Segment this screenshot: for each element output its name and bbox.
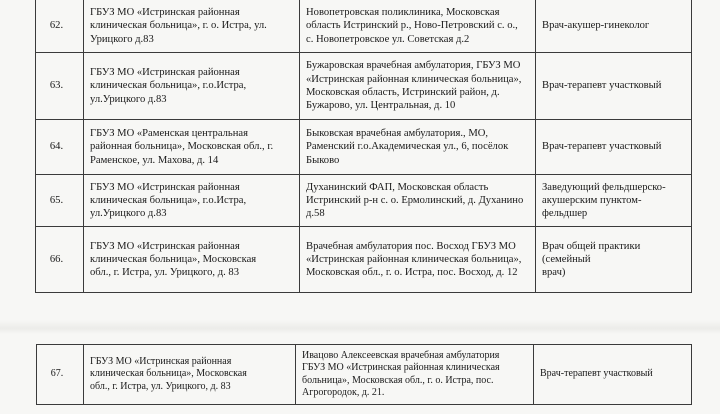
vacancy-table bbox=[35, 0, 692, 293]
facility-cell: Бужаровская врачебная амбулатория, ГБУЗ МО «Истринская районная клиническая больница», Московская область, Истринский район, д. Бужарово, ул. Центральная, д. 10 bbox=[300, 53, 536, 120]
hospital-cell: ГБУЗ МО «Истринская районная клиническая больница», г.о.Истра, ул.Урицкого д.83 bbox=[84, 53, 300, 120]
position-cell: Врач общей практики (семейный врач) bbox=[536, 227, 692, 293]
table-row bbox=[36, 53, 692, 120]
row-number: 66. bbox=[36, 227, 84, 293]
facility-cell: Врачебная амбулатория пос. Восход ГБУЗ МО «Истринская районная клиническая больница», Московская обл., г. о. Истра, пос. Восход, д. 12 bbox=[300, 227, 536, 293]
table-row bbox=[36, 175, 692, 227]
position-cell: Врач-терапевт участковый bbox=[536, 53, 692, 120]
facility-cell: Духанинский ФАП, Московская область Истринский р-н с. о. Ермолинский, д. Духанино д.58 bbox=[300, 175, 536, 227]
row-number: 67. bbox=[37, 345, 84, 405]
hospital-cell: ГБУЗ МО «Раменская центральная районная больница», Московская обл., г. Раменское, ул. Махова, д. 14 bbox=[84, 120, 300, 175]
position-cell: Заведующий фельдшерско- акушерским пунктом-фельдшер bbox=[536, 175, 692, 227]
hospital-cell: ГБУЗ МО «Истринская районная клиническая больница», Московская обл., г. Истра, ул. Урицкого, д. 83 bbox=[84, 345, 296, 405]
facility-cell: Новопетровская поликлиника, Московская область Истринский р., Ново-Петровский с. о., с. Новопетровское ул. Советская д.2 bbox=[300, 0, 536, 53]
vacancy-table-continued bbox=[36, 344, 692, 405]
table-row bbox=[37, 345, 692, 405]
table-row bbox=[36, 0, 692, 53]
row-number: 64. bbox=[36, 120, 84, 175]
position-cell: Врач-акушер-гинеколог bbox=[536, 0, 692, 53]
row-number: 63. bbox=[36, 53, 84, 120]
table-row bbox=[36, 120, 692, 175]
hospital-cell: ГБУЗ МО «Истринская районная клиническая больница», г. о. Истра, ул. Урицкого д.83 bbox=[84, 0, 300, 53]
position-cell: Врач-терапевт участковый bbox=[534, 345, 692, 405]
facility-cell: Быковская врачебная амбулатория., МО, Раменский г.о.Академическая ул., 6, посёлок Быково bbox=[300, 120, 536, 175]
hospital-cell: ГБУЗ МО «Истринская районная клиническая больница», Московская обл., г. Истра, ул. Урицкого, д. 83 bbox=[84, 227, 300, 293]
table-row bbox=[36, 227, 692, 293]
facility-cell: Ивацово Алексеевская врачебная амбулатория ГБУЗ МО «Истринская районная клиническая больница», Московская обл., г. о. Истра, пос. Агрогородок, д. 21. bbox=[296, 345, 534, 405]
row-number: 65. bbox=[36, 175, 84, 227]
row-number: 62. bbox=[36, 0, 84, 53]
page-break bbox=[0, 320, 720, 334]
hospital-cell: ГБУЗ МО «Истринская районная клиническая больница», г.о.Истра, ул.Урицкого д.83 bbox=[84, 175, 300, 227]
position-cell: Врач-терапевт участковый bbox=[536, 120, 692, 175]
